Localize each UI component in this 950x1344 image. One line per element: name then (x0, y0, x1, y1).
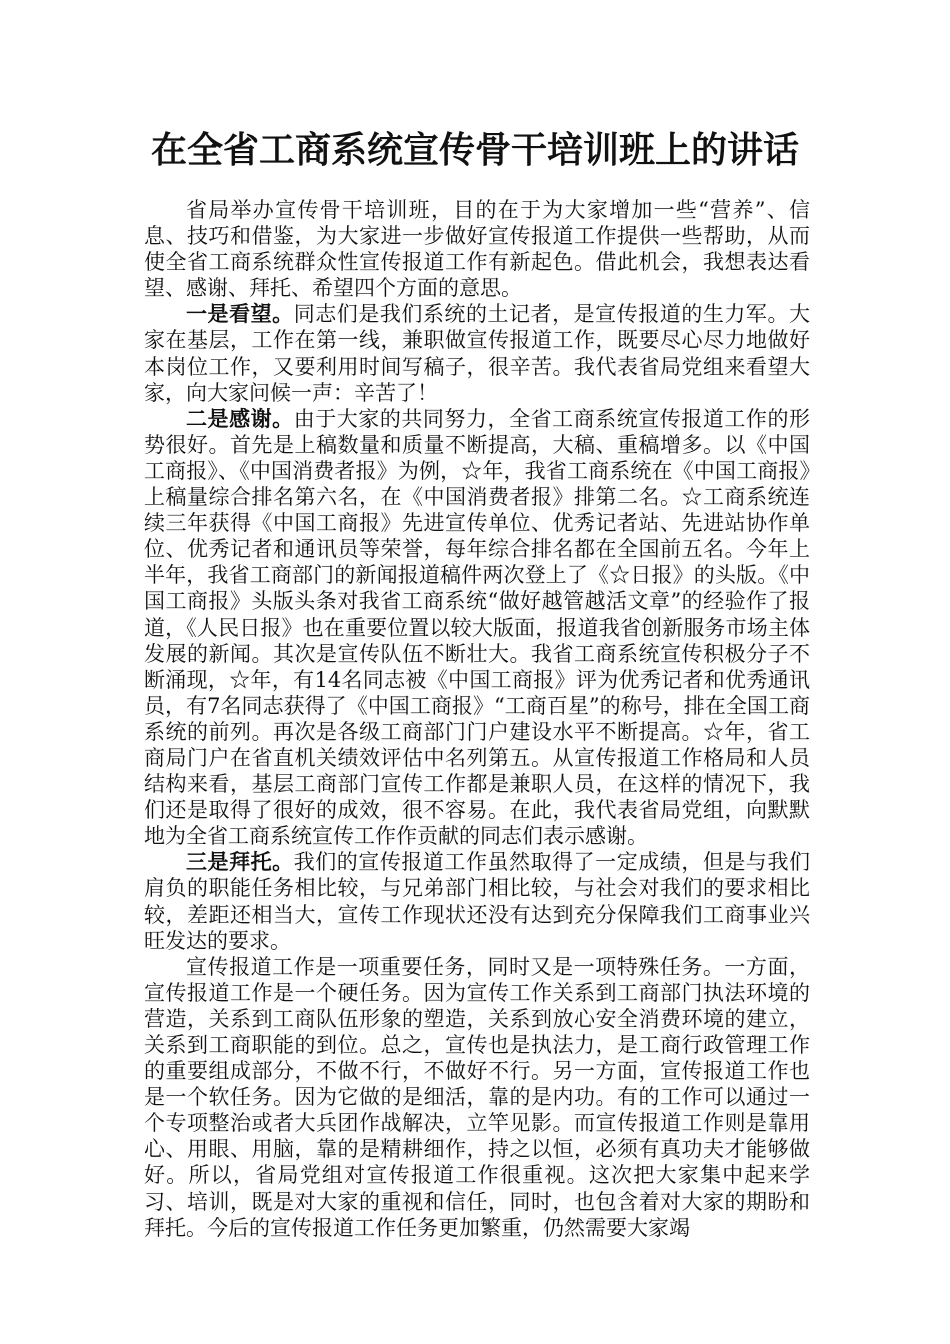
paragraph-text: 我们的宣传报道工作虽然取得了一定成绩，但是与我们肩负的职能任务相比较，与兄弟部门相比较，与社会对我们的要求相比较，差距还相当大，宣传工作现状还没有达到充分保障我们工商事业兴旺发达的要求。 (144, 850, 811, 953)
paragraph-lead: 三是拜托。 (186, 849, 294, 875)
paragraph-entrust (144, 849, 810, 953)
paragraph-intro (144, 197, 810, 301)
paragraph-task (144, 954, 810, 1241)
paragraph-lead: 二是感谢。 (186, 405, 294, 431)
paragraph-thanks (144, 406, 810, 850)
document-title: 在全省工商系统宣传骨干培训班上的讲话 (150, 129, 799, 171)
paragraph-visit (144, 301, 810, 405)
document-body (144, 197, 810, 1241)
paragraph-text: 同志们是我们系统的土记者，是宣传报道的生力军。大家在基层，工作在第一线，兼职做宣传报道工作，既要尽心尽力地做好本岗位工作，又要利用时间写稿子，很辛苦。我代表省局党组来看望大家，向大家问候一声：辛苦了！ (144, 302, 811, 405)
paragraph-text: 宣传报道工作是一项重要任务，同时又是一项特殊任务。一方面，宣传报道工作是一个硬任务。因为宣传工作关系到工商部门执法环境的营造，关系到工商队伍形象的塑造，关系到放心安全消费环境的建立，关系到工商职能的到位。总之，宣传也是执法力，是工商行政管理工作的重要组成部分，不做不行，不做好不行。另一方面，宣传报道工作也是一个软任务。因为它做的是细活，靠的是内功。有的工作可以通过一个专项整治或者大兵团作战解决，立竿见影。而宣传报道工作则是靠用心、用眼、用脑，靠的是精耕细作，持之以恒，必须有真功夫才能够做好。所以，省局党组对宣传报道工作很重视。这次把大家集中起来学习、培训，既是对大家的重视和信任，同时，也包含着对大家的期盼和拜托。今后的宣传报道工作任务更加繁重，仍然需要大家竭 (144, 954, 810, 1240)
paragraph-text: 省局举办宣传骨干培训班，目的在于为大家增加一些“营养”、信息、技巧和借鉴，为大家进一步做好宣传报道工作提供一些帮助，从而使全省工商系统群众性宣传报道工作有新起色。借此机会，我想表达看望、感谢、拜托、希望四个方面的意思。 (144, 198, 810, 301)
paragraph-text: 由于大家的共同努力，全省工商系统宣传报道工作的形势很好。首先是上稿数量和质量不断提高，大稿、重稿增多。以《中国工商报》、《中国消费者报》为例，☆年，我省工商系统在《中国工商报》上稿量综合排名第六名，在《中国消费者报》排第二名。☆工商系统连续三年获得《中国工商报》先进宣传单位、优秀记者站、先进站协作单位、优秀记者和通讯员等荣誉，每年综合排名都在全国前五名。今年上半年，我省工商部门的新闻报道稿件两次登上了《☆日报》的头版。《中国工商报》头版头条对我省工商系统“做好越管越活文章”的经验作了报道，《人民日报》也在重要位置以较大版面，报道我省创新服务市场主体发展的新闻。其次是宣传队伍不断壮大。我省工商系统宣传积极分子不断涌现，☆年，有14名同志被《中国工商报》评为优秀记者和优秀通讯员，有7名同志获得了《中国工商报》“工商百星”的称号，排在全国工商系统的前列。再次是各级工商部门门户建设水平不断提高。☆年，省工商局门户在省直机关绩效评估中名列第五。从宣传报道工作格局和人员结构来看，基层工商部门宣传工作都是兼职人员，在这样的情况下，我们还是取得了很好的成效，很不容易。在此，我代表省局党组，向默默地为全省工商系统宣传工作作贡献的同志们表示感谢。 (144, 406, 811, 849)
paragraph-lead: 一是看望。 (186, 301, 294, 327)
